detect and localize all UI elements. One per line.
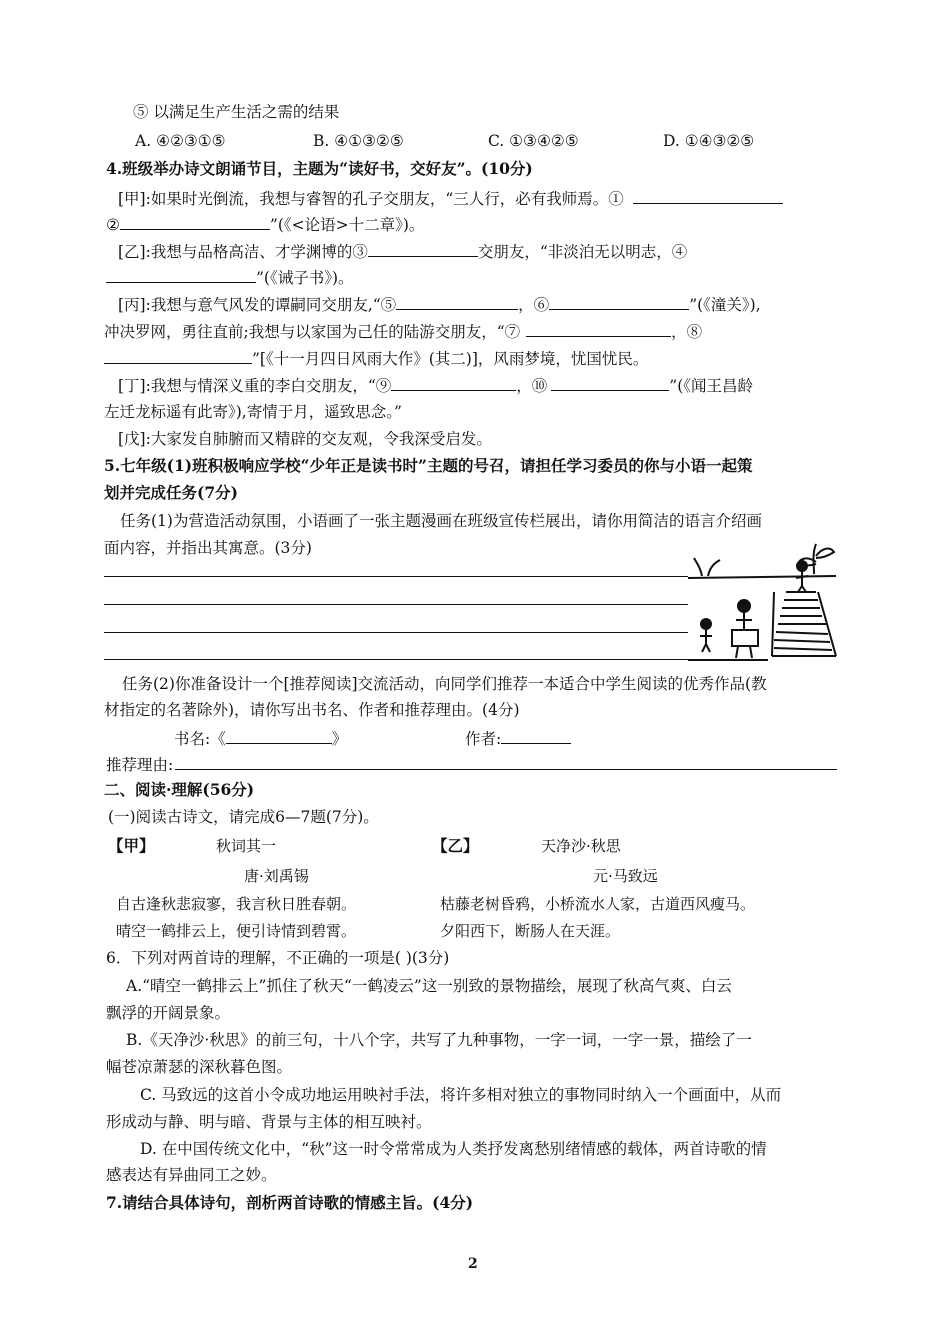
part2-title: 二、阅读·理解(56分)	[104, 780, 255, 799]
q3-item-5: ⑤ 以满足生产生活之需的结果	[133, 103, 340, 121]
q4-blank-8-label: ，⑧	[671, 323, 703, 341]
q6-stem: 6．下列对两首诗的理解，不正确的一项是( )(3分)	[106, 949, 450, 967]
q5-task2-line2: 材指定的名著除外)，请你写出书名、作者和推荐理由。(4分)	[104, 701, 520, 719]
q5-title-line2: 划并完成任务(7分)	[104, 483, 238, 502]
page-number: 2	[468, 1256, 478, 1272]
answer-blank-1[interactable]	[633, 187, 783, 204]
task1-answer-line-1[interactable]	[104, 576, 688, 577]
task1-answer-line-3[interactable]	[104, 632, 688, 633]
q4-jia-line2	[106, 213, 424, 236]
q4-bing-source: ”(《潼关》),	[689, 296, 761, 314]
book-title-field	[174, 727, 347, 750]
book-title-close: 》	[331, 730, 348, 748]
answer-blank-4[interactable]	[106, 266, 256, 283]
q4-ding-source: ”(《闻王昌龄	[669, 377, 753, 395]
answer-blank-3[interactable]	[368, 240, 478, 257]
q7-stem: 7.请结合具体诗句，剖析两首诗歌的情感主旨。(4分)	[106, 1193, 474, 1212]
q5-title-line1: 5.七年级(1)班积极响应学校“少年正是读书时”主题的号召，请担任学习委员的你与小语一起策	[104, 456, 753, 475]
poem-jia-title: 秋词其一	[216, 837, 277, 855]
reading-cartoon-image	[686, 538, 852, 666]
reason-input[interactable]	[175, 753, 837, 770]
answer-blank-2[interactable]	[120, 213, 270, 230]
q4-jia-line1	[118, 187, 783, 210]
q4-yi-line1	[118, 240, 687, 263]
q4-yi-text: [乙]:我想与品格高洁、才学渊博的③	[118, 243, 368, 261]
q6-option-c-line2: 形成动与静、明与暗、背景与主体的相互映衬。	[106, 1113, 432, 1131]
poem-jia-line1: 自古逢秋悲寂寥，我言秋日胜春朝。	[116, 895, 357, 913]
q6-option-d-line1: D. 在中国传统文化中，“秋”这一时令常常成为人类抒发离愁别绪情感的载体，两首诗歌的情	[140, 1140, 767, 1158]
poem-jia-tag: 【甲】	[108, 836, 155, 855]
q4-jia-text: [甲]:如果时光倒流，我想与睿智的孔子交朋友，“三人行，必有我师焉。①	[118, 190, 624, 208]
q4-ding-line2: 左迁龙标遥有此寄》),寄情于月，遥致思念。”	[104, 403, 402, 421]
q4-yi-line2	[106, 266, 354, 289]
author-label: 作者:	[465, 730, 502, 748]
author-input[interactable]	[501, 727, 571, 744]
q4-bing-line2	[104, 320, 702, 343]
poem-jia-line2: 晴空一鹤排云上，便引诗情到碧霄。	[116, 922, 357, 940]
poem-yi-line2: 夕阳西下，断肠人在天涯。	[440, 922, 621, 940]
q3-option-c: C. ①③④②⑤	[488, 132, 579, 150]
q6-option-c-line1: C. 马致远的这首小令成功地运用映衬手法，将许多相对独立的事物同时纳入一个画面中，从而	[140, 1086, 782, 1104]
poem-yi-title: 天净沙·秋思	[541, 837, 621, 855]
reason-field	[106, 753, 837, 776]
task1-answer-line-2[interactable]	[104, 604, 688, 605]
q4-bing-line1	[118, 293, 761, 316]
q4-blank-6-label: ，⑥	[518, 296, 550, 314]
q4-jia-source: ”(《<论语>十二章》)。	[269, 216, 425, 234]
part2-subtitle: (一)阅读古诗文，请完成6—7题(7分)。	[108, 808, 379, 826]
reason-label: 推荐理由:	[106, 756, 174, 774]
q6-option-b-line1: B.《天净沙·秋思》的前三句，十八个字，共写了九种事物，一字一词，一字一景，描绘了一	[126, 1031, 752, 1049]
answer-blank-8[interactable]	[104, 347, 252, 364]
answer-blank-10[interactable]	[551, 374, 669, 391]
q4-luyou-text: 冲决罗网，勇往直前;我想与以家国为己任的陆游交朋友，“⑦	[104, 323, 521, 341]
q6-option-a-line1: A.“晴空一鹤排云上”抓住了秋天“一鹤凌云”这一别致的景物描绘，展现了秋高气爽、白云	[126, 977, 732, 995]
q3-option-b: B. ④①③②⑤	[313, 132, 404, 150]
poem-yi-line1: 枯藤老树昏鸦，小桥流水人家，古道西风瘦马。	[440, 895, 756, 913]
q4-wu-line: [戊]:大家发自肺腑而又精辟的交友观，令我深受启发。	[118, 430, 492, 448]
poem-yi-author: 元·马致远	[593, 867, 658, 885]
q6-option-a-line2: 飘浮的开阔景象。	[106, 1004, 231, 1022]
task1-answer-line-4[interactable]	[104, 659, 688, 660]
q4-blank-2-label: ②	[106, 216, 120, 234]
answer-blank-6[interactable]	[549, 293, 689, 310]
answer-blank-9[interactable]	[391, 374, 516, 391]
q4-title: 4.班级举办诗文朗诵节目，主题为“读好书，交好友”。(10分)	[106, 159, 533, 178]
q6-option-d-line2: 感表达有异曲同工之妙。	[106, 1166, 277, 1184]
poem-yi-tag: 【乙】	[432, 836, 479, 855]
q4-bing-line3	[104, 347, 648, 370]
book-title-input[interactable]	[226, 727, 332, 744]
answer-blank-7[interactable]	[526, 320, 671, 337]
q5-task2-line1: 任务(2)你准备设计一个[推荐阅读]交流活动，向同学们推荐一本适合中学生阅读的优秀作品(教	[122, 675, 767, 693]
q4-ding-line1	[118, 374, 753, 397]
q4-yi-source: ”(《诫子书》)。	[256, 269, 354, 287]
q5-task1-line1: 任务(1)为营造活动氛围，小语画了一张主题漫画在班级宣传栏展出，请你用简洁的语言介绍画	[120, 512, 762, 530]
q6-option-b-line2: 幅苍凉萧瑟的深秋暮色图。	[106, 1058, 293, 1076]
q4-yi-quote: 交朋友，“非淡泊无以明志，④	[477, 243, 688, 261]
q3-option-a: A. ④②③①⑤	[135, 132, 226, 150]
q4-ding-text: [丁]:我想与情深义重的李白交朋友，“⑨	[118, 377, 392, 395]
q4-bing-text: [丙]:我想与意气风发的谭嗣同交朋友,“⑤	[118, 296, 397, 314]
poem-jia-author: 唐·刘禹锡	[244, 867, 309, 885]
q5-task1-line2: 面内容，并指出其寓意。(3分)	[104, 539, 312, 557]
answer-blank-5[interactable]	[396, 293, 518, 310]
q4-luyou-source: ”[《十一月四日风雨大作》(其二)]，风雨梦境，忧国忧民。	[252, 350, 649, 368]
book-title-label: 书名:《	[174, 730, 226, 748]
author-field	[465, 727, 571, 750]
q3-option-d: D. ①④③②⑤	[663, 132, 755, 150]
q4-blank-10-label: ，⑩	[516, 377, 548, 395]
